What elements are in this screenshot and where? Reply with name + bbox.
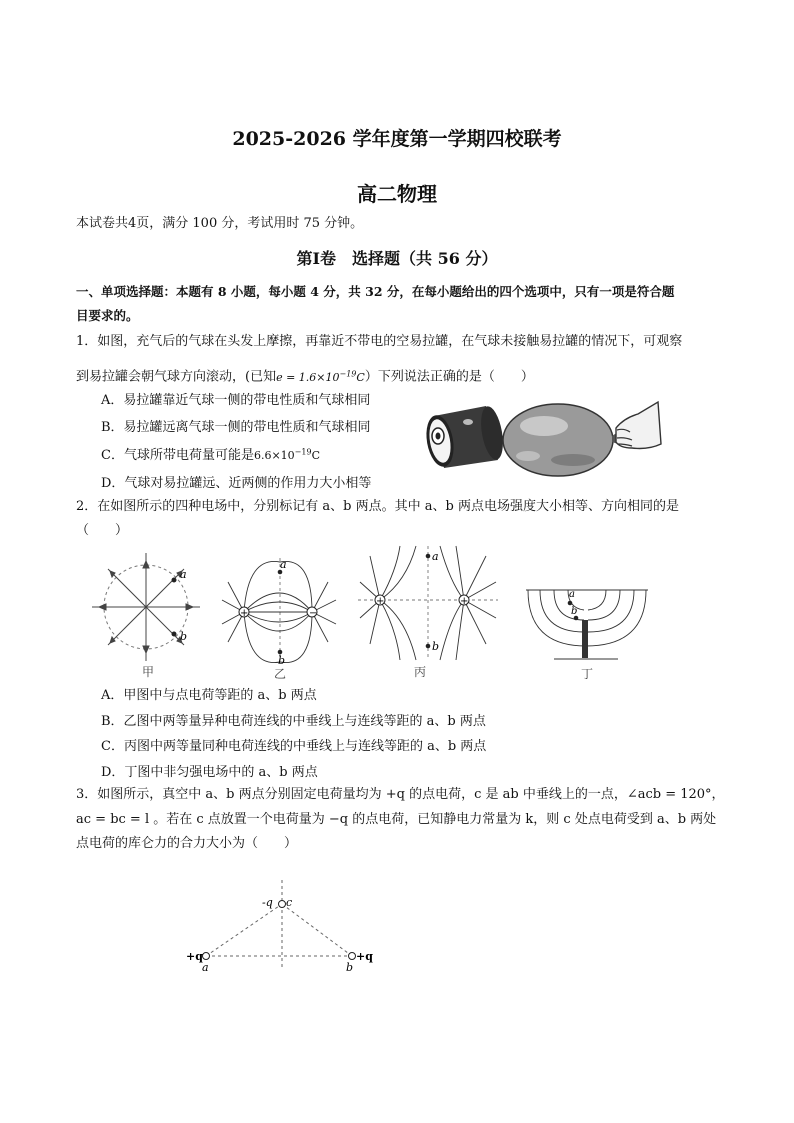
q3-label-a: a xyxy=(202,961,209,974)
ding-label-b: b xyxy=(571,606,578,617)
q3-label-pos-q-right: +q xyxy=(356,950,373,963)
q3-charges-figure xyxy=(180,876,380,976)
exam-title: 2025-2026 学年度第一学期四校联考 xyxy=(232,128,562,150)
svg-text:+: + xyxy=(376,596,385,607)
balloon-icon xyxy=(503,404,618,476)
q3-stem-line3: 点电荷的库仑力的合力大小为（ ） xyxy=(76,836,298,851)
bing-label-a: a xyxy=(432,550,439,563)
svg-text:+: + xyxy=(460,596,469,607)
can-icon xyxy=(423,405,507,469)
part1-title: 第Ⅰ卷 选择题（共 56 分） xyxy=(296,249,498,268)
yi-caption: 乙 xyxy=(274,667,287,680)
q3-label-neg-q: -q xyxy=(262,896,273,909)
q1-stem-line1: 1．如图，充气后的气球在头发上摩擦，再靠近不带电的空易拉罐，在气球未接触易拉罐的情况下，可观察 xyxy=(76,334,683,349)
bing-label-b: b xyxy=(432,640,440,653)
bing-caption: 丙 xyxy=(414,665,427,678)
q3-label-pos-q-left: +q xyxy=(186,950,203,963)
q3-stem-line1: 3．如图所示，真空中 a、b 两点分别固定电荷量均为 +q 的点电荷，c 是 ab 中垂线上的一点，∠acb = 120°， xyxy=(76,787,725,802)
q2-option-d: D．丁图中非匀强电场中的 a、b 两点 xyxy=(101,765,318,780)
svg-text:−: − xyxy=(309,608,318,619)
q2-figure-yi xyxy=(218,552,346,680)
q2-option-c: C．丙图中两等量同种电荷连线的中垂线上与连线等距的 a、b 两点 xyxy=(101,739,487,754)
q1-option-d: D．气球对易拉罐远、近两侧的作用力大小相等 xyxy=(101,476,372,491)
jia-label-a: a xyxy=(180,568,187,581)
q3-label-b: b xyxy=(346,961,354,974)
q2-option-a: A．甲图中与点电荷等距的 a、b 两点 xyxy=(101,688,317,703)
q1-e-formula: $e = 1.6\times 10^{-19}C$ xyxy=(276,369,365,384)
q3-stem-line2: ac = bc = l 。若在 c 点放置一个电荷量为 −q 的点电荷，已知静电力常量为 k，则 c 处点电荷受到 a、b 两处 xyxy=(76,812,717,827)
jia-label-b: b xyxy=(180,630,188,643)
q2-figure-bing xyxy=(356,542,504,678)
ding-caption: 丁 xyxy=(581,667,594,681)
q2-figure-ding xyxy=(524,584,652,684)
jia-caption: 甲 xyxy=(142,665,155,679)
yi-label-b: b xyxy=(278,654,286,667)
svg-text:+: + xyxy=(240,608,249,619)
q2-option-b: B．乙图中两等量异种电荷连线的中垂线上与连线等距的 a、b 两点 xyxy=(101,714,486,729)
yi-label-a: a xyxy=(280,558,287,571)
hand-icon xyxy=(616,402,661,449)
q1-balloon-can-figure xyxy=(418,398,663,480)
section-instructions-line1: 一、单项选择题：本题有 8 小题，每小题 4 分，共 32 分，在每小题给出的四个选项中，只有一项是符合题 xyxy=(76,284,675,299)
section-instructions-line2: 目要求的。 xyxy=(76,308,139,323)
q1-option-c: C．气球所带电荷量可能是$6.6\times 10^{-19}C$ xyxy=(101,447,320,463)
q1-option-b: B．易拉罐远离气球一侧的带电性质和气球相同 xyxy=(101,420,371,435)
q1-stem-line2: 到易拉罐会朝气球方向滚动，(已知$e = 1.6\times 10^{-19}C$）下列说法正确的是（ ） xyxy=(76,369,534,385)
q2-stem-line2: （ ） xyxy=(76,523,129,538)
q2-figure-jia xyxy=(88,550,208,680)
ding-label-a: a xyxy=(569,589,575,600)
q3-label-c: c xyxy=(286,896,293,909)
exam-intro: 本试卷共4页，满分 100 分，考试用时 75 分钟。 xyxy=(76,216,364,231)
subject-title: 高二物理 xyxy=(357,182,437,206)
q2-stem-line1: 2．在如图所示的四种电场中，分别标记有 a、b 两点。其中 a、b 两点电场强度大小相等、方向相同的是 xyxy=(76,499,679,514)
q1-option-a: A．易拉罐靠近气球一侧的带电性质和气球相同 xyxy=(101,393,371,408)
